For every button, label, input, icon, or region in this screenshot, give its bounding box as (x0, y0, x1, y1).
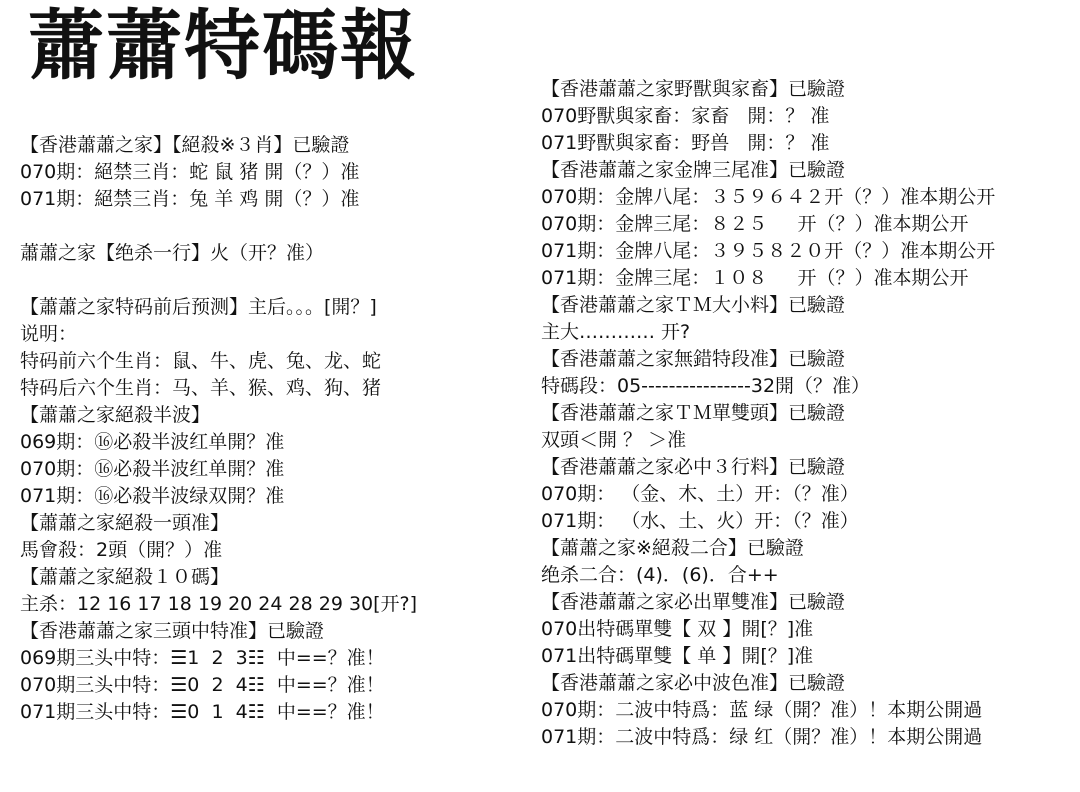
text-line: 【香港蕭蕭之家三頭中特准】已驗證 (20, 620, 325, 642)
text-line: 071期： （水、土、火）开：（？准） (541, 510, 859, 532)
text-line: 【香港蕭蕭之家必中波色准】已驗證 (541, 672, 846, 694)
text-line: 【蕭蕭之家※絕殺二合】已驗證 (541, 537, 804, 559)
text-line: 【香港蕭蕭之家無錯特段准】已驗證 (541, 348, 846, 370)
text-line: 【蕭蕭之家絕殺一頭准】 (20, 512, 230, 534)
text-line: 070期：二波中特爲：蓝 绿（開？准）！本期公開過 (541, 699, 983, 721)
text-line: 070野獸與家畜：家畜 開：？ 准 (541, 105, 830, 127)
text-line: 主杀：12 16 17 18 19 20 24 28 29 30[开?] (20, 593, 418, 615)
text-line: 071期：金牌三尾：１０８ 开（？）准本期公开 (541, 267, 969, 289)
text-line: 【香港蕭蕭之家ＴＭ大小料】已驗證 (541, 294, 846, 316)
text-line: 071出特碼單雙【 单 】開[？]准 (541, 645, 814, 667)
text-line: 特码前六个生肖：鼠、牛、虎、兔、龙、蛇 (20, 350, 382, 372)
text-line: 【香港蕭蕭之家必出單雙准】已驗證 (541, 591, 846, 613)
text-line: 特码后六个生肖：马、羊、猴、鸡、狗、猪 (20, 377, 382, 399)
text-line: 071期：金牌八尾：３９５８２０开（？）准本期公开 (541, 240, 996, 262)
text-line: 070期：金牌八尾：３５９６４２开（？）准本期公开 (541, 186, 996, 208)
text-line: 双頭＜開 ？ ＞准 (541, 429, 687, 451)
text-line: 特碼段：05----------------32開（？准） (541, 375, 871, 397)
text-line: 绝杀二合：(4)．(6)．合++ (541, 564, 779, 586)
text-line: 【蕭蕭之家絕殺１０碼】 (20, 566, 230, 588)
text-line: 070期： （金、木、土）开：（？准） (541, 483, 859, 505)
text-line: 070期三头中特：☰0 2 4☷ 中==？准！ (20, 674, 385, 696)
text-line: 【香港蕭蕭之家】【絕殺※３肖】已驗證 (20, 134, 350, 156)
text-line: 070出特碼單雙【 双 】開[？]准 (541, 618, 814, 640)
text-line: 【蕭蕭之家絕殺半波】 (20, 404, 211, 426)
text-line: 【蕭蕭之家特码前后预测】主后。。。[開？] (20, 296, 377, 318)
text-line: 馬會殺：2頭（開？）准 (20, 539, 223, 561)
text-line: 069期三头中特：☰1 2 3☷ 中==？准！ (20, 647, 385, 669)
text-line: 071期：⑯必殺半波绿双開？准 (20, 485, 285, 507)
text-line: 说明： (20, 323, 78, 345)
text-line: 【香港蕭蕭之家ＴＭ單雙頭】已驗證 (541, 402, 846, 424)
page-title: 蕭蕭特碼報 (28, 1, 418, 90)
text-line: 蕭蕭之家【绝杀一行】火（开？准） (20, 242, 325, 264)
text-line: 【香港蕭蕭之家野獸與家畜】已驗證 (541, 78, 846, 100)
text-line: 070期：絕禁三肖：蛇 鼠 猪 開（？）准 (20, 161, 360, 183)
text-line: 071野獸與家畜：野兽 開：？ 准 (541, 132, 830, 154)
text-line: 主大………… 开? (541, 321, 691, 343)
text-line: 【香港蕭蕭之家必中３行料】已驗證 (541, 456, 846, 478)
text-line: 070期：金牌三尾：８２５ 开（？）准本期公开 (541, 213, 969, 235)
text-line: 【香港蕭蕭之家金牌三尾准】已驗證 (541, 159, 846, 181)
text-line: 071期三头中特：☰0 1 4☷ 中==？准！ (20, 701, 385, 723)
text-line: 069期：⑯必殺半波红单開？准 (20, 431, 285, 453)
text-line: 070期：⑯必殺半波红单開？准 (20, 458, 285, 480)
text-line: 071期：二波中特爲：绿 红（開？准）！本期公開過 (541, 726, 983, 748)
text-line: 071期：絕禁三肖：兔 羊 鸡 開（？）准 (20, 188, 360, 210)
